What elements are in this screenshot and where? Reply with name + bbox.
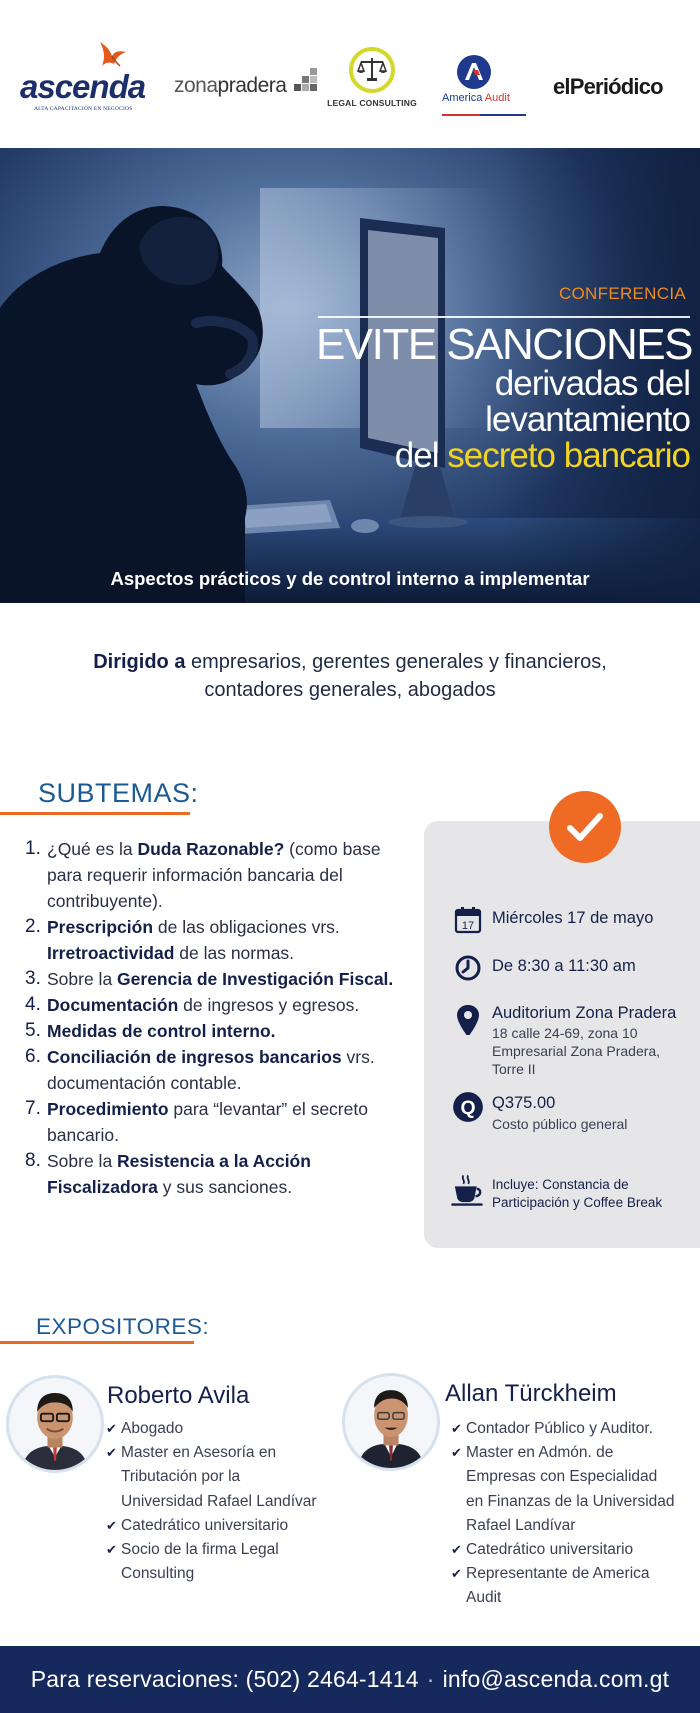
- america-audit-logo: [436, 54, 532, 120]
- clock-icon: [454, 954, 482, 982]
- check-icon: ✔: [451, 1542, 462, 1558]
- credential-item: ✔ Catedrático universitario: [106, 1514, 336, 1538]
- checkmark-icon: [567, 811, 603, 843]
- coffee-cup-icon: [450, 1173, 484, 1207]
- subtopic-item: 1. ¿Qué es la Duda Razonable? (como base para requerir información bancaria del contribuyente).: [25, 838, 381, 911]
- legal-consulting-wordmark: LEGAL CONSULTING: [327, 98, 417, 108]
- check-icon: ✔: [106, 1517, 117, 1533]
- event-time: De 8:30 a 11:30 am: [454, 954, 694, 984]
- subtopics-list: [20, 836, 420, 1200]
- check-icon: ✔: [106, 1421, 117, 1436]
- ascenda-wordmark: ascenda: [20, 68, 146, 105]
- sponsor-logos-bar: [0, 0, 700, 148]
- hero-title-line-2: derivadas del: [494, 364, 690, 403]
- location-pin-icon: [454, 1001, 482, 1035]
- check-icon: ✔: [106, 1542, 117, 1558]
- credential-item: ✔ Representante de America Audit: [451, 1562, 696, 1610]
- zona-pradera-logo: [174, 66, 319, 106]
- subtopic-item: 5. Medidas de control interno.: [25, 1020, 276, 1041]
- target-audience-line-1: Dirigido a empresarios, gerentes generales y financieros,: [93, 651, 607, 673]
- legal-consulting-logo: [326, 46, 418, 112]
- subtopic-item: 6. Conciliación de ingresos bancarios vrs. documentación contable.: [25, 1046, 375, 1093]
- speaker-name: Roberto Avila: [107, 1382, 250, 1409]
- calendar-icon: [454, 906, 482, 934]
- subtopic-item: 8. Sobre la Resistencia a la Acción Fiscalizadora y sus sanciones.: [25, 1150, 311, 1197]
- america-audit-wordmark: America Audit: [442, 92, 510, 104]
- america-audit-emblem-icon: [456, 54, 492, 90]
- svg-text:Q: Q: [460, 1096, 476, 1119]
- credential-item: ✔ Socio de la firma Legal Consulting: [106, 1538, 336, 1586]
- hero-title-line-1: EVITE SANCIONES: [315, 320, 692, 369]
- speaker-name: Allan Türckheim: [445, 1380, 617, 1407]
- subtopic-item: 4. Documentación de ingresos y egresos.: [25, 994, 360, 1015]
- credential-item: ✔ Master en Asesoría en Tributación por la Universidad Rafael Landívar: [106, 1441, 336, 1514]
- speaker-photo-allan-turckheim: [342, 1373, 440, 1471]
- reservation-footer: [0, 1646, 700, 1713]
- speakers-heading: EXPOSITORES:: [36, 1314, 210, 1339]
- subtopics-heading: SUBTEMAS:: [38, 778, 199, 808]
- subtopic-item: 7. Procedimiento para “levantar” el secreto bancario.: [25, 1098, 368, 1145]
- speaker-credentials: [451, 1417, 696, 1611]
- target-audience-lead: Dirigido a: [93, 651, 186, 673]
- credential-item: ✔ Contador Público y Auditor.: [451, 1417, 696, 1441]
- credential-item: ✔ Master en Admón. de Empresas con Especialidad en Finanzas de la Universidad Rafael Landívar: [451, 1441, 696, 1538]
- quetzal-currency-icon: [452, 1091, 484, 1123]
- event-price: Q Q375.00 Costo público general: [454, 1091, 694, 1137]
- zona-pradera-wordmark: zonapradera: [174, 74, 287, 97]
- hero-title-line-4-prefix: del: [394, 436, 448, 475]
- hero-title-highlight: secreto bancario: [447, 436, 690, 475]
- check-icon: ✔: [451, 1445, 462, 1461]
- reservation-phone[interactable]: Para reservaciones: (502) 2464-1414: [30, 1666, 419, 1692]
- pixel-squares-icon: [294, 68, 318, 92]
- hero-title-line-4: [395, 436, 690, 476]
- target-audience: [0, 648, 700, 704]
- speakers-heading-underline: [0, 1341, 194, 1344]
- reservation-email-link[interactable]: info@ascenda.com.gt: [442, 1666, 670, 1692]
- subtopic-item: 2. Prescripción de las obligaciones vrs. Irretroactividad de las normas.: [25, 916, 340, 963]
- speaker-credentials: [106, 1417, 336, 1586]
- event-date: 17 Miércoles 17 de mayo: [454, 906, 694, 936]
- check-icon: ✔: [106, 1445, 117, 1461]
- ascenda-logo: [18, 40, 153, 110]
- check-icon: ✔: [451, 1566, 462, 1582]
- event-includes: Incluye: Constancia de Participación y Coffee Break: [454, 1173, 694, 1213]
- checkmark-badge: [549, 791, 621, 863]
- ascenda-tagline: ALTA CAPACITACIÓN EN NEGOCIOS: [34, 106, 133, 112]
- target-audience-line-2: contadores generales, abogados: [204, 679, 496, 701]
- america-audit-underline: [442, 106, 526, 110]
- hero-subtitle: Aspectos prácticos y de control interno a implementar: [110, 568, 590, 589]
- hero-title-line-3: levantamiento: [485, 400, 690, 439]
- hero-banner: [0, 148, 700, 603]
- speaker-photo-roberto-avila: [6, 1375, 104, 1473]
- event-venue: Auditorium Zona Pradera 18 calle 24-69, zona 10 Empresarial Zona Pradera, Torre II: [454, 1001, 694, 1079]
- subtopic-item: 3. Sobre la Gerencia de Investigación Fiscal.: [25, 968, 394, 989]
- el-periodico-logo: elPeriódico: [553, 74, 663, 99]
- subtopics-heading-underline: [0, 812, 190, 815]
- check-icon: ✔: [451, 1421, 462, 1436]
- credential-item: ✔ Catedrático universitario: [451, 1538, 696, 1562]
- svg-text:17: 17: [461, 920, 475, 932]
- hero-kicker: CONFERENCIA: [558, 284, 686, 303]
- scales-of-justice-icon: [348, 46, 396, 94]
- hero-divider: [318, 316, 690, 318]
- credential-item: ✔ Abogado: [106, 1417, 336, 1441]
- footer-separator: ·: [426, 1666, 435, 1692]
